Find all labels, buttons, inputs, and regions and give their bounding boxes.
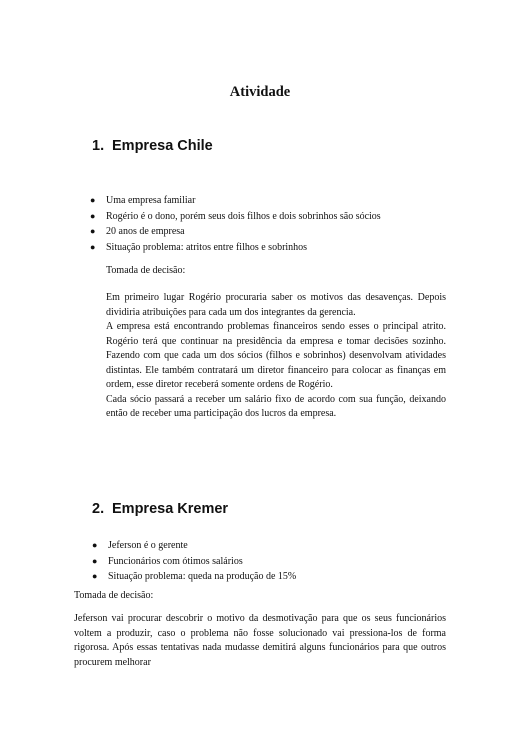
- list-item: ● Uma empresa familiar: [90, 193, 381, 209]
- bullet-list-empresa-kremer: [92, 538, 296, 585]
- bullet-dot-icon: ●: [92, 540, 98, 550]
- bullet-dot-icon: ●: [90, 210, 96, 221]
- bullet-list-empresa-chile: [90, 193, 381, 255]
- paragraph: Jeferson vai procurar descobrir o motivo da desmotivação para que os seus funcionários voltem a produzir, caso o problema não fosse solucionado vai pressiona-los de forma rigorosa. Após essas tentativas nada mudasse demitirá alguns funcionários para que outros procurem melhorar: [74, 613, 446, 668]
- decision-text-empresa-kremer: [74, 612, 446, 670]
- bullet-dot-icon: ●: [90, 195, 96, 205]
- bullet-dot-icon: ●: [92, 555, 98, 566]
- list-item: ● Funcionários com ótimos salários: [92, 554, 296, 570]
- decision-label: Tomada de decisão:: [74, 590, 154, 601]
- page-title: Atividade: [229, 84, 291, 100]
- section-heading-empresa-chile: [92, 138, 213, 154]
- decision-label: Tomada de decisão:: [106, 265, 186, 276]
- section-number: 1.: [92, 138, 105, 154]
- list-item: ● Rogério é o dono, porém seus dois filhos e dois sobrinhos são sócios: [90, 209, 381, 225]
- bullet-dot-icon: ●: [90, 226, 96, 236]
- section-heading-empresa-kremer: [92, 501, 228, 517]
- bullet-dot-icon: ●: [90, 241, 96, 252]
- paragraph: Cada sócio passará a receber um salário fixo de acordo com sua função, deixando então de receber uma participação dos lucros da empresa.: [106, 393, 446, 419]
- list-item: ● Situação problema: atritos entre filhos e sobrinhos: [90, 240, 381, 256]
- list-item: ● 20 anos de empresa: [90, 224, 381, 240]
- list-item: ● Situação problema: queda na produção de 15%: [92, 569, 296, 585]
- list-item: ● Jeferson é o gerente: [92, 538, 296, 554]
- section-title: Empresa Chile: [112, 138, 213, 154]
- section-number: 2.: [92, 501, 105, 517]
- bullet-dot-icon: ●: [92, 571, 98, 581]
- decision-text-empresa-chile: [106, 291, 446, 422]
- section-title: Empresa Kremer: [112, 501, 229, 517]
- paragraph: A empresa está encontrando problemas financeiros sendo esses o principal atrito. Rogério terá que continuar na presidência da empresa e tomar decisões sozinho. Fazendo com que cada um dos sócios (filhos e sobrinhos) desenvolvam atividades distintas. Ele também contratará um diretor financeiro para colocar as finanças em ordem, esse diretor receberá somente ordens de Rogério.: [106, 321, 446, 390]
- paragraph: Em primeiro lugar Rogério procuraria saber os motivos das desavenças. Depois dividiria atribuições para cada um dos integrantes da gerencia.: [106, 292, 446, 318]
